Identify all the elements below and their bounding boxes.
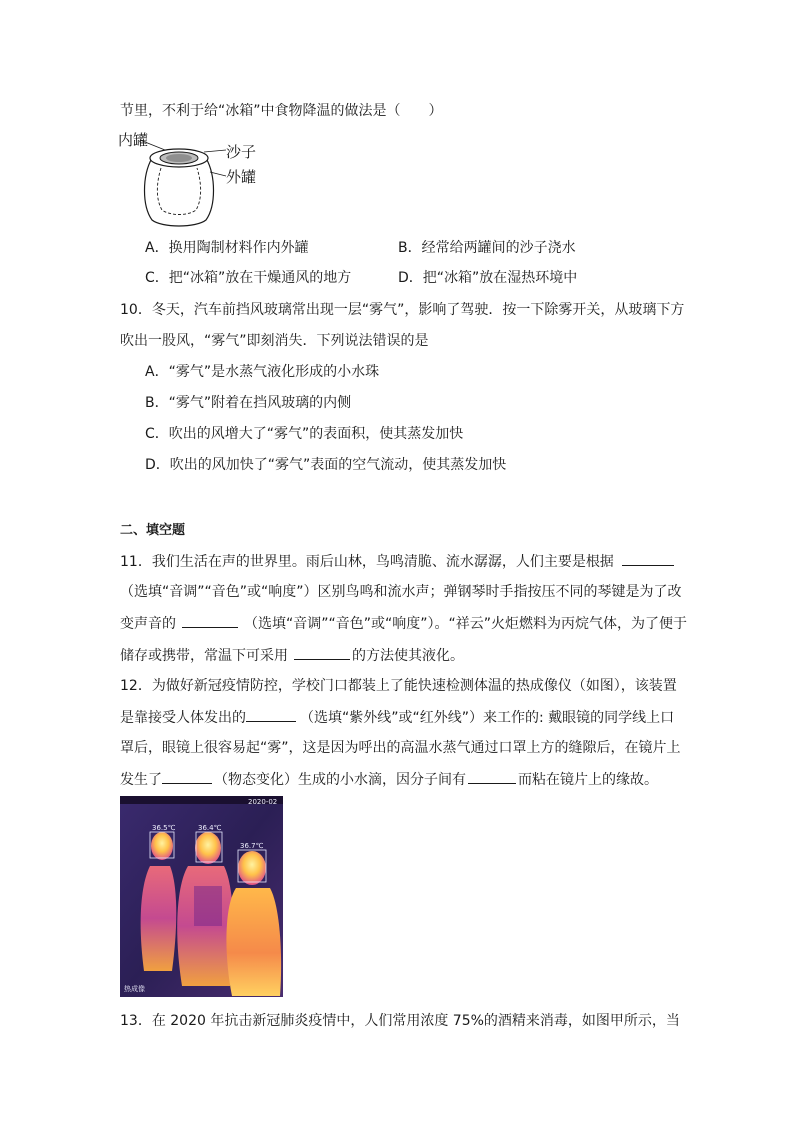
temperature-tag-2: 36.4℃ xyxy=(198,824,222,832)
q13-line-1: 13．在 2020 年抗击新冠肺炎疫情中，人们常用浓度 75%的酒精来消毒，如图甲所示，当 xyxy=(120,1013,680,1029)
q11-line-1-text: 11．我们生活在声的世界里。雨后山林，鸟鸣清脆、流水潺潺，人们主要是根据 xyxy=(120,554,614,570)
q12-line-2-end: （选填“紫外线”或“红外线”）来工作的: 戴眼镜的同学线上口 xyxy=(300,710,675,726)
sand-label: 沙子 xyxy=(226,143,257,161)
q10-line-2: 吹出一股风，“雾气”即刻消失．下列说法错误的是 xyxy=(120,333,429,349)
q12-blank-3 xyxy=(468,769,516,784)
q12-line-2-start: 是靠接受人体发出的 xyxy=(120,710,246,726)
photo-corner-text: 热成像 xyxy=(124,985,145,993)
q9-option-a: A．换用陶制材料作内外罐 xyxy=(145,240,309,256)
thermal-camera-photo xyxy=(120,796,283,997)
q11-line-1 xyxy=(120,551,676,572)
section-title-fill-in: 二、填空题 xyxy=(120,523,186,538)
q10-option-a: A．“雾气”是水蒸气液化形成的小水珠 xyxy=(145,364,380,380)
photo-date-text: 2020-02 xyxy=(248,798,278,806)
q11-line-4-start: 储存或携带，常温下可采用 xyxy=(120,648,288,664)
q11-line-3-start: 变声音的 xyxy=(120,616,176,632)
q12-line-3: 罩后，眼镜上很容易起“雾”，这是因为呼出的高温水蒸气通过口罩上方的缝隙后，在镜片上 xyxy=(120,740,681,756)
q12-line-4-start: 发生了 xyxy=(120,772,162,788)
q10-option-b: B．“雾气”附着在挡风玻璃的内侧 xyxy=(145,395,352,411)
clay-jar-diagram xyxy=(118,128,268,228)
q9-option-d: D．把“冰箱”放在湿热环境中 xyxy=(398,270,578,286)
outer-jar-label: 外罐 xyxy=(226,168,257,186)
q12-line-4 xyxy=(120,769,658,790)
q12-line-2 xyxy=(120,707,674,728)
q10-line-1: 10．冬天，汽车前挡风玻璃常出现一层“雾气”，影响了驾驶．按一下除雾开关，从玻璃下方 xyxy=(120,302,685,318)
q11-line-4-end: 的方法使其液化。 xyxy=(352,648,464,664)
q11-blank-2 xyxy=(182,613,238,628)
q12-blank-2 xyxy=(162,769,212,784)
q11-blank-1 xyxy=(622,551,674,566)
q11-blank-3 xyxy=(294,645,350,660)
q12-line-1: 12．为做好新冠疫情防控，学校门口都装上了能快速检测体温的热成像仪（如图），该装置 xyxy=(120,678,677,694)
q9-option-b: B．经常给两罐间的沙子浇水 xyxy=(398,240,576,256)
q12-line-4-end: 而粘在镜片上的缘故。 xyxy=(518,772,658,788)
q9-stem-tail: 节里，不利于给“冰箱”中食物降温的做法是（ ） xyxy=(120,103,443,119)
q9-option-c: C．把“冰箱”放在干燥通风的地方 xyxy=(145,270,352,286)
temperature-tag-3: 36.7℃ xyxy=(240,842,264,850)
q11-line-2: （选填“音调”“音色”或“响度”）区别鸟鸣和流水声；弹钢琴时手指按压不同的琴键是为了改 xyxy=(120,584,682,600)
q11-line-4 xyxy=(120,645,464,666)
q11-line-3-end: （选填“音调”“音色”或“响度”）。“祥云”火炬燃料为丙烷气体，为了便于 xyxy=(244,616,688,632)
q12-line-4-mid: （物态变化）生成的小水滴，因分子间有 xyxy=(214,772,466,788)
q10-option-c: C．吹出的风增大了“雾气”的表面积，使其蒸发加快 xyxy=(145,426,464,442)
q12-blank-1 xyxy=(246,707,296,722)
q10-option-d: D．吹出的风加快了“雾气”表面的空气流动，使其蒸发加快 xyxy=(145,457,507,473)
inner-jar-label: 内罐 xyxy=(118,131,149,149)
temperature-tag-1: 36.5℃ xyxy=(152,824,176,832)
q11-line-3 xyxy=(120,613,687,634)
